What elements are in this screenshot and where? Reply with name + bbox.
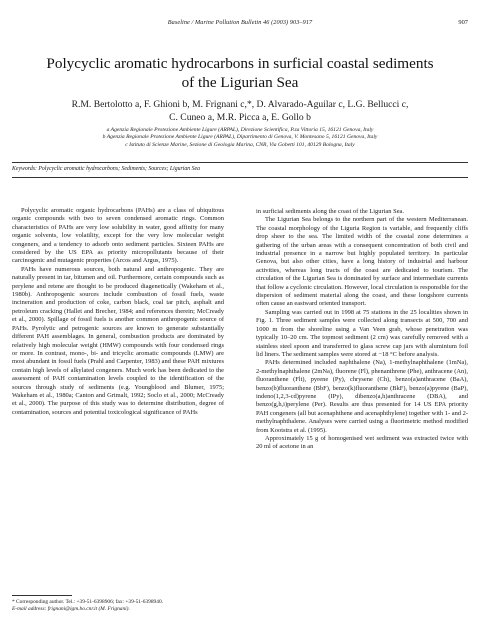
corresponding-author-note: * Corresponding author. Tel.: +39-51-6398906; fax: +39-51-6398940. [12, 599, 163, 605]
email-address: E-mail address: frignani@igm.bo.cnr.it (M. Frignani). [12, 606, 130, 612]
footnote-rule [12, 595, 72, 596]
left-column [12, 207, 224, 417]
page-number: 907 [458, 19, 468, 26]
paragraph: The Ligurian Sea belongs to the northern part of the western Mediterranean. The coastal morphology of the Liguria Region is variable, and frequently cliffs drop sheer to the sea. The limited width of the coastal zone determines a gathering of the urban areas with a consequent concentration of both civil and industrial presence in a narrow but highly populated territory. In particular Genova, but also other cities, have a long history of industrial and harbour activities, whereas long tracts of the coast are dedicated to tourism. The circulation of the Ligurian Sea is dominated by surface and intermediate currents that follow a cyclonic circulation. However, local circulation is responsible for the dispersion of sediment material along the coast, and these longshore currents often cause an eastward oriented transport. [256, 216, 468, 308]
paragraph: Approximately 15 g of homogenised wet sediment was extracted twice with 20 ml of acetone in an [256, 434, 468, 451]
affiliation-b: b Agenzia Regionale Protezione Ambiente Ligure (ARPAL), Dipartimento di Genova, V. Montesano 5, 16121 Genova, Italy [102, 134, 378, 141]
authors-line-2: C. Cuneo a, M.R. Picca a, E. Gollo b [169, 112, 311, 123]
keywords: Keywords: Polycyclic aromatic hydrocarbons; Sediments; Sources; Ligurian Sea [12, 166, 200, 172]
affiliations [30, 127, 450, 149]
article-title [40, 54, 440, 92]
title-line-2: of the Ligurian Sea [181, 74, 299, 91]
running-header [0, 19, 480, 31]
authors-line-1: R.M. Bertolotto a, F. Ghioni b, M. Frignani c,*, D. Alvarado-Aguilar c, L.G. Bellucci c, [71, 99, 409, 110]
right-column [256, 208, 468, 452]
paragraph: Sampling was carried out in 1998 at 75 stations in the 25 localities shown in Fig. 1. Three sediment samples were collected along transects at 500, 700 and 1000 m from the shoreline using a Van Veen grab, whose penetration was typically 10–20 cm. The topmost sediment (2 cm) was carefully removed with a stainless steel spoon and transferred to glass screw cap jars with aluminium foil lid liners. The sediment samples were stored at −18 °C before analysis. [256, 308, 468, 358]
paragraph: in surficial sediments along the coast of the Ligurian Sea. [256, 208, 405, 215]
paragraph: PAHs have numerous sources, both natural and anthropogenic. They are naturally present in tar, bitumen and oil. Furthermore, certain compounds such as perylene and retene are thought to be produced diagenetically (Wakeham et al., 1980b). Anthropogenic sources include combustion of fossil fuels, waste incineration and production of coke, carbon black, coal tar pitch, asphalt and petroleum cracking (Hallet and Brecher, 1984; and references therein; McCready et al., 2000). Spillage of fossil fuels is another common anthropogenic source of PAHs. Pyrolytic and petrogenic sources are known to generate substantially different PAH assemblages. In general, combustion products are dominated by relatively high molecular weight (HMW) compounds with four condensed rings or more. In contrast, mono-, bi- and tricyclic aromatic compounds (LMW) are most abundant in fossil fuels (Prahl and Carpenter, 1983) and these PAH mixtures contain high levels of alkylated congeners. Much work has been dedicated to the assessment of PAH contamination levels coupled to the identification of the sources through study of sediments (e.g. Youngblood and Blumer, 1975; Wakeham et al., 1980a; Canton and Grimalt, 1992; Soclo et al., 2000; McCready et al., 2000). The purpose of this study was to determine distribution, degree of contamination, sources and potential toxicological significance of PAHs [12, 265, 224, 416]
affiliation-a: a Agenzia Regionale Protezione Ambiente Ligure (ARPAL), Direzione Scientifica, P.za Vittoria 15, 16121 Genova, Italy [106, 127, 374, 133]
keywords-top-rule [12, 162, 468, 163]
paragraph: Polycyclic aromatic organic hydrocarbons (PAHs) are a class of ubiquitous organic compounds with two to seven condensed aromatic rings. Common characteristics of PAHs are very low solubility in water, good affinity for many organic solvents, low volatility, except for the very low molecular weight congeners, and a tendency to adsorb onto sediment particles. Sixteen PAHs are considered by the US EPA as priority micropollutants because of their carcinogenic and mutagenic properties (Arcos and Argus, 1975). [12, 207, 224, 265]
affiliation-c: c Istituto di Scienze Marine, Sezione di Geologia Marina, CNR, Via Gobetti 101, 40129 Bologna, Italy [125, 141, 355, 148]
keywords-bottom-rule [12, 177, 468, 178]
title-line-1: Polycyclic aromatic hydrocarbons in surficial coastal sediments [46, 55, 434, 72]
author-list [20, 98, 460, 124]
footnote [12, 599, 224, 613]
journal-citation: Baseline / Marine Pollution Bulletin 46 (2003) 903–917 [167, 19, 313, 26]
paragraph: PAHs determined included naphthalene (Na), 1-methylnaphthalene (1mNa), 2-methylnaphthalene (2mNa), fluorene (Fl), phenanthrene (Phe), anthracene (An), fluoranthene (Flt), pyrene (Py), chrysene (Ch), benzo(a)anthracene (BaA), benzo(b)fluoranthene (BbF), benzo(k)fluoranthene (BkF), benzo(a)pyrene (BaP), indeno(1,2,3-cd)pyrene (IPy), dibenzo(a,h)anthracene (DBA), and benzo(g,h,i)perylene (Per). Results are thus presented for 14 US EPA priority PAH congeners (all but acenaphthene and acenaphthylene) together with 1- and 2-methylnaphthalene. Analyses were carried using a fluorimetric method modified from Kootstra et al. (1995). [256, 359, 468, 434]
